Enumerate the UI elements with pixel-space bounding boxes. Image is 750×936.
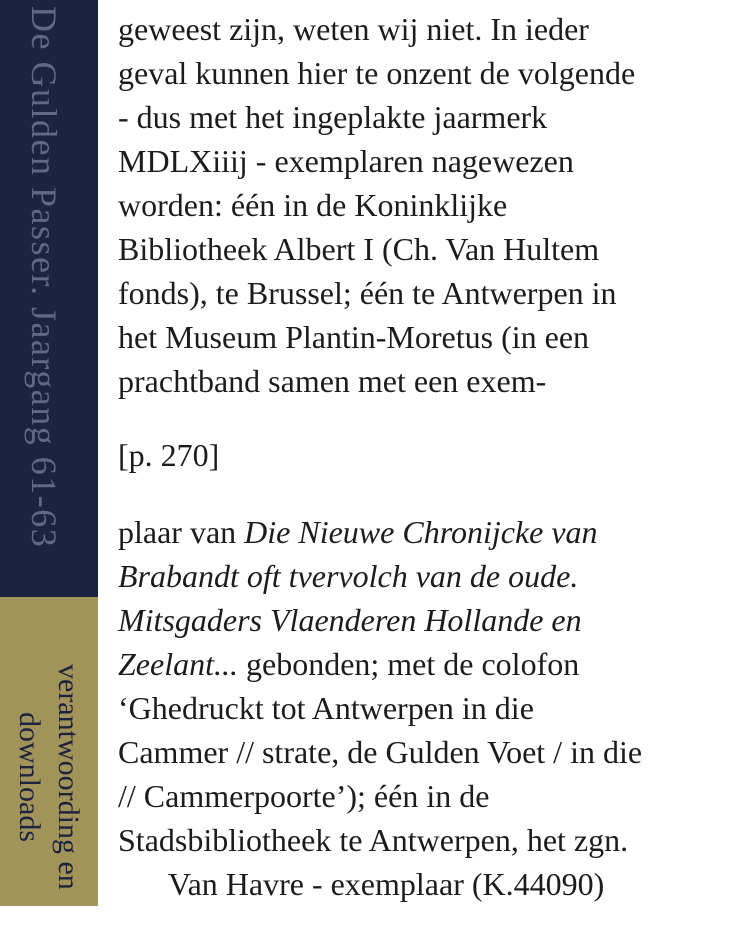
document-text bbox=[118, 7, 750, 936]
text-segment: Stadsbibliotheek te Antwerpen, het zgn. bbox=[118, 822, 629, 858]
page-marker: [p. 270] bbox=[118, 437, 220, 473]
text-line bbox=[118, 554, 750, 598]
text-segment: plaar van bbox=[118, 514, 245, 550]
menu-link-line[interactable]: downloads bbox=[13, 712, 46, 842]
text-segment: geweest zijn, weten wij niet. In ieder bbox=[118, 11, 589, 47]
italic-text-segment: Zeelant... bbox=[118, 646, 238, 682]
text-line bbox=[118, 510, 750, 554]
text-segment: // Cammerpoorte’); één in de bbox=[118, 778, 490, 814]
text-line bbox=[118, 139, 750, 183]
text-line bbox=[118, 818, 750, 862]
text-segment: ‘Ghedruckt tot Antwerpen in die bbox=[118, 690, 534, 726]
italic-text-segment: Die Nieuwe Chronijcke van bbox=[244, 514, 598, 550]
text-line bbox=[118, 686, 750, 730]
italic-text-segment: Mitsgaders Vlaenderen Hollande en bbox=[118, 602, 582, 638]
text-segment: worden: één in de Koninklijke bbox=[118, 187, 508, 223]
menu-link-line[interactable]: verantwoording en bbox=[52, 664, 85, 890]
text-segment: Van Havre - exemplaar (K.44090) bbox=[168, 866, 605, 902]
paragraph bbox=[118, 510, 750, 906]
text-line bbox=[118, 862, 750, 906]
text-line bbox=[118, 7, 750, 51]
text-segment: fonds), te Brussel; één te Antwerpen in bbox=[118, 275, 617, 311]
text-line bbox=[118, 271, 750, 315]
text-line bbox=[118, 642, 750, 686]
text-line bbox=[118, 730, 750, 774]
text-line bbox=[118, 95, 750, 139]
journal-title-bar bbox=[0, 0, 98, 597]
text-line bbox=[118, 774, 750, 818]
text-line bbox=[118, 315, 750, 359]
text-line bbox=[118, 598, 750, 642]
text-segment: - dus met het ingeplakte jaarmerk bbox=[118, 99, 548, 135]
text-segment: Bibliotheek Albert I (Ch. Van Hultem bbox=[118, 231, 600, 267]
text-line bbox=[118, 227, 750, 271]
paragraph bbox=[118, 7, 750, 403]
text-segment: prachtband samen met een exem- bbox=[118, 363, 547, 399]
text-line bbox=[118, 51, 750, 95]
text-line bbox=[118, 183, 750, 227]
italic-text-segment: Brabandt oft tvervolch van de oude. bbox=[118, 558, 579, 594]
text-segment: geval kunnen hier te onzent de volgende bbox=[118, 55, 636, 91]
sidebar-menu-bar bbox=[0, 597, 98, 906]
text-segment: het Museum Plantin-Moretus (in een bbox=[118, 319, 590, 355]
text-segment: MDLXiiij - exemplaren nagewezen bbox=[118, 143, 574, 179]
menu-link-verantwoording-en-downloads[interactable] bbox=[10, 597, 88, 906]
text-segment: Cammer // strate, de Gulden Voet / in die bbox=[118, 734, 643, 770]
text-segment: gebonden; met de colofon bbox=[237, 646, 580, 682]
text-line bbox=[118, 359, 750, 403]
journal-title-link[interactable]: De Gulden Passer. Jaargang 61-63 bbox=[24, 6, 64, 549]
